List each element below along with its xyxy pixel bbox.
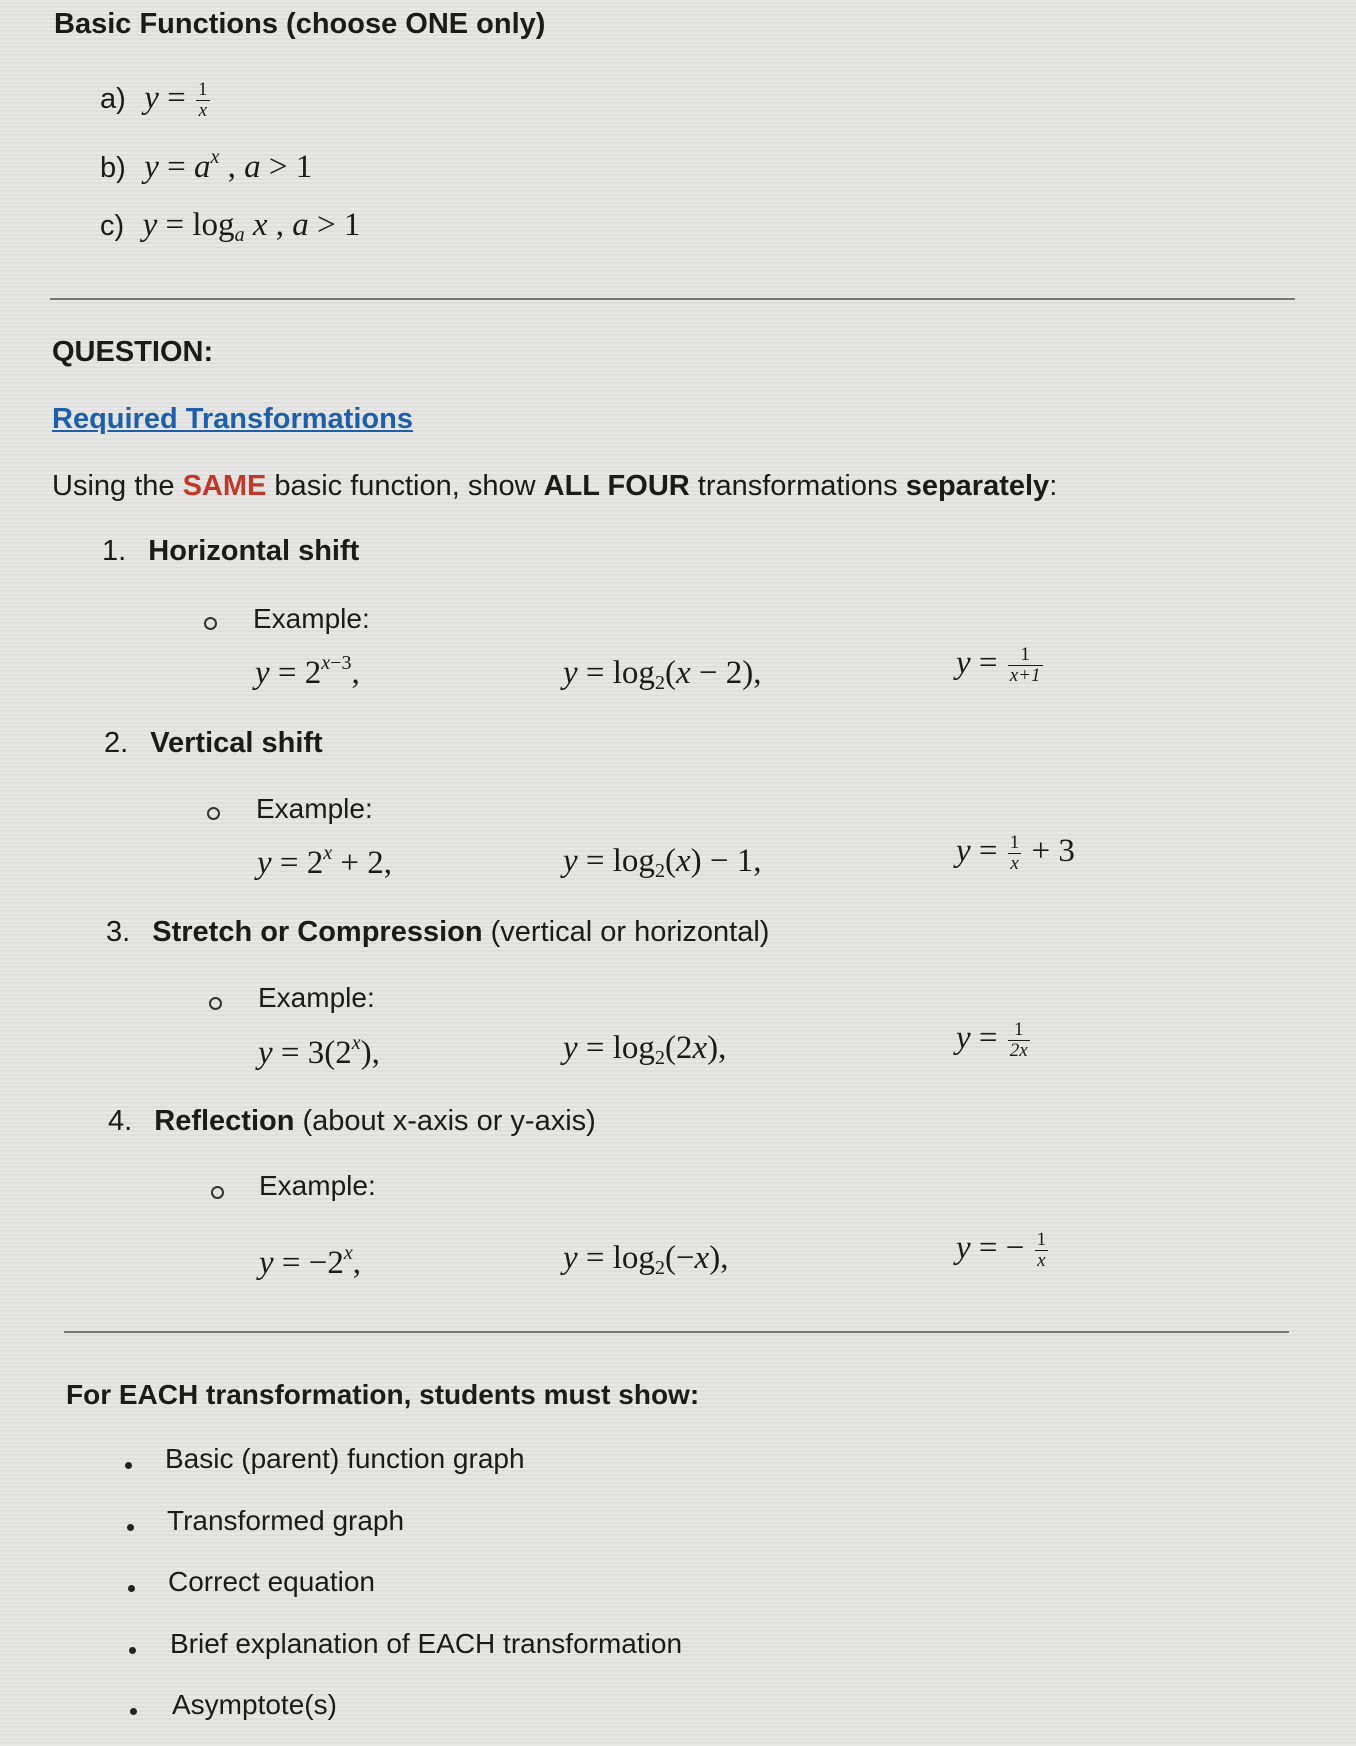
requirement-5-bullet xyxy=(130,1708,137,1715)
item-1-eq-log: $y = \log_2(x - 2)$, xyxy=(563,655,762,694)
item-3-eq-log: $y = \log_2(2x)$, xyxy=(563,1030,727,1069)
option-b-equation: $y = a^x$ , a > 1 xyxy=(144,146,313,185)
requirement-4: Brief explanation of EACH transformation xyxy=(170,1628,683,1659)
basic-functions-title: Basic Functions (choose ONE only) xyxy=(54,8,546,40)
intro-all-four: ALL FOUR xyxy=(543,470,690,502)
intro-same: SAME xyxy=(182,470,267,502)
question-heading: QUESTION: xyxy=(52,336,214,368)
divider-bottom xyxy=(64,1331,1289,1333)
item-1-eq-recip: y = $\frac{1}{x+1}$ xyxy=(956,644,1041,686)
option-a-equation: y = $\frac{1}{x}$ xyxy=(144,79,208,121)
basic-option-c xyxy=(100,207,360,247)
item-4-title: Reflection xyxy=(154,1105,295,1137)
item-2-example-label: Example: xyxy=(256,793,373,824)
requirement-5: Asymptote(s) xyxy=(172,1689,337,1720)
intro-pre: Using the xyxy=(52,470,183,502)
item-3-example-label: Example: xyxy=(258,982,375,1013)
intro-mid: basic function, show xyxy=(266,470,544,502)
transformation-item-3 xyxy=(106,916,769,949)
divider-top xyxy=(50,298,1295,300)
option-b-label: b) xyxy=(100,152,126,184)
item-3-eq-exp: $y = 3(2^x)$, xyxy=(258,1032,380,1071)
transformation-item-4 xyxy=(108,1105,596,1138)
requirement-3: Correct equation xyxy=(168,1566,376,1597)
item-1-number: 1. xyxy=(102,535,127,567)
requirement-3-bullet xyxy=(128,1585,135,1592)
intro-separately: separately xyxy=(905,470,1050,502)
intro-sentence xyxy=(52,470,1057,503)
item-3-title: Stretch or Compression xyxy=(152,916,483,948)
requirement-2-bullet xyxy=(127,1524,134,1531)
requirement-1-bullet xyxy=(125,1462,132,1469)
item-1-eq-exp: $y = 2^{x-3}$, xyxy=(255,652,360,691)
transformation-item-2 xyxy=(104,727,323,760)
intro-mid2: transformations xyxy=(689,470,906,502)
item-4-eq-recip: y = − $\frac{1}{x}$ xyxy=(956,1229,1047,1271)
item-4-rest: (about x-axis or y-axis) xyxy=(294,1105,596,1137)
item-2-number: 2. xyxy=(104,727,129,759)
option-c-equation: $y = \log_a x$ , a > 1 xyxy=(142,207,361,246)
item-2-title: Vertical shift xyxy=(150,727,323,759)
requirement-1: Basic (parent) function graph xyxy=(165,1443,525,1474)
requirement-4-bullet xyxy=(129,1647,136,1654)
item-4-eq-log: $y = \log_2(-x)$, xyxy=(563,1240,729,1279)
item-3-number: 3. xyxy=(106,916,131,948)
item-4-eq-exp: $y = -2^x$, xyxy=(259,1242,362,1281)
option-c-label: c) xyxy=(100,210,125,242)
item-4-example-label: Example: xyxy=(259,1170,376,1201)
basic-option-a xyxy=(100,80,212,121)
intro-end: : xyxy=(1049,470,1058,502)
item-1-example-bullet xyxy=(204,617,217,630)
item-1-title: Horizontal shift xyxy=(148,535,360,567)
item-1-example-label: Example: xyxy=(253,603,370,634)
basic-option-b xyxy=(100,146,312,186)
item-2-eq-log: $y = \log_2(x) - 1$, xyxy=(563,843,762,882)
item-3-rest: (vertical or horizontal) xyxy=(482,916,770,948)
option-a-label: a) xyxy=(100,83,126,116)
requirement-2: Transformed graph xyxy=(167,1505,405,1536)
transformation-item-1 xyxy=(102,535,359,568)
item-3-eq-recip: y = $\frac{1}{2x}$ xyxy=(956,1019,1028,1061)
item-2-eq-recip: y = $\frac{1}{x}$ + 3 xyxy=(956,832,1075,874)
item-2-example-bullet xyxy=(207,807,220,820)
item-3-example-bullet xyxy=(209,997,222,1010)
item-2-eq-exp: $y = 2^x + 2$, xyxy=(257,842,393,881)
item-4-example-bullet xyxy=(211,1186,224,1199)
item-4-number: 4. xyxy=(108,1105,133,1137)
required-transformations-link[interactable]: Required Transformations xyxy=(52,403,413,435)
requirements-heading: For EACH transformation, students must show: xyxy=(66,1379,700,1410)
